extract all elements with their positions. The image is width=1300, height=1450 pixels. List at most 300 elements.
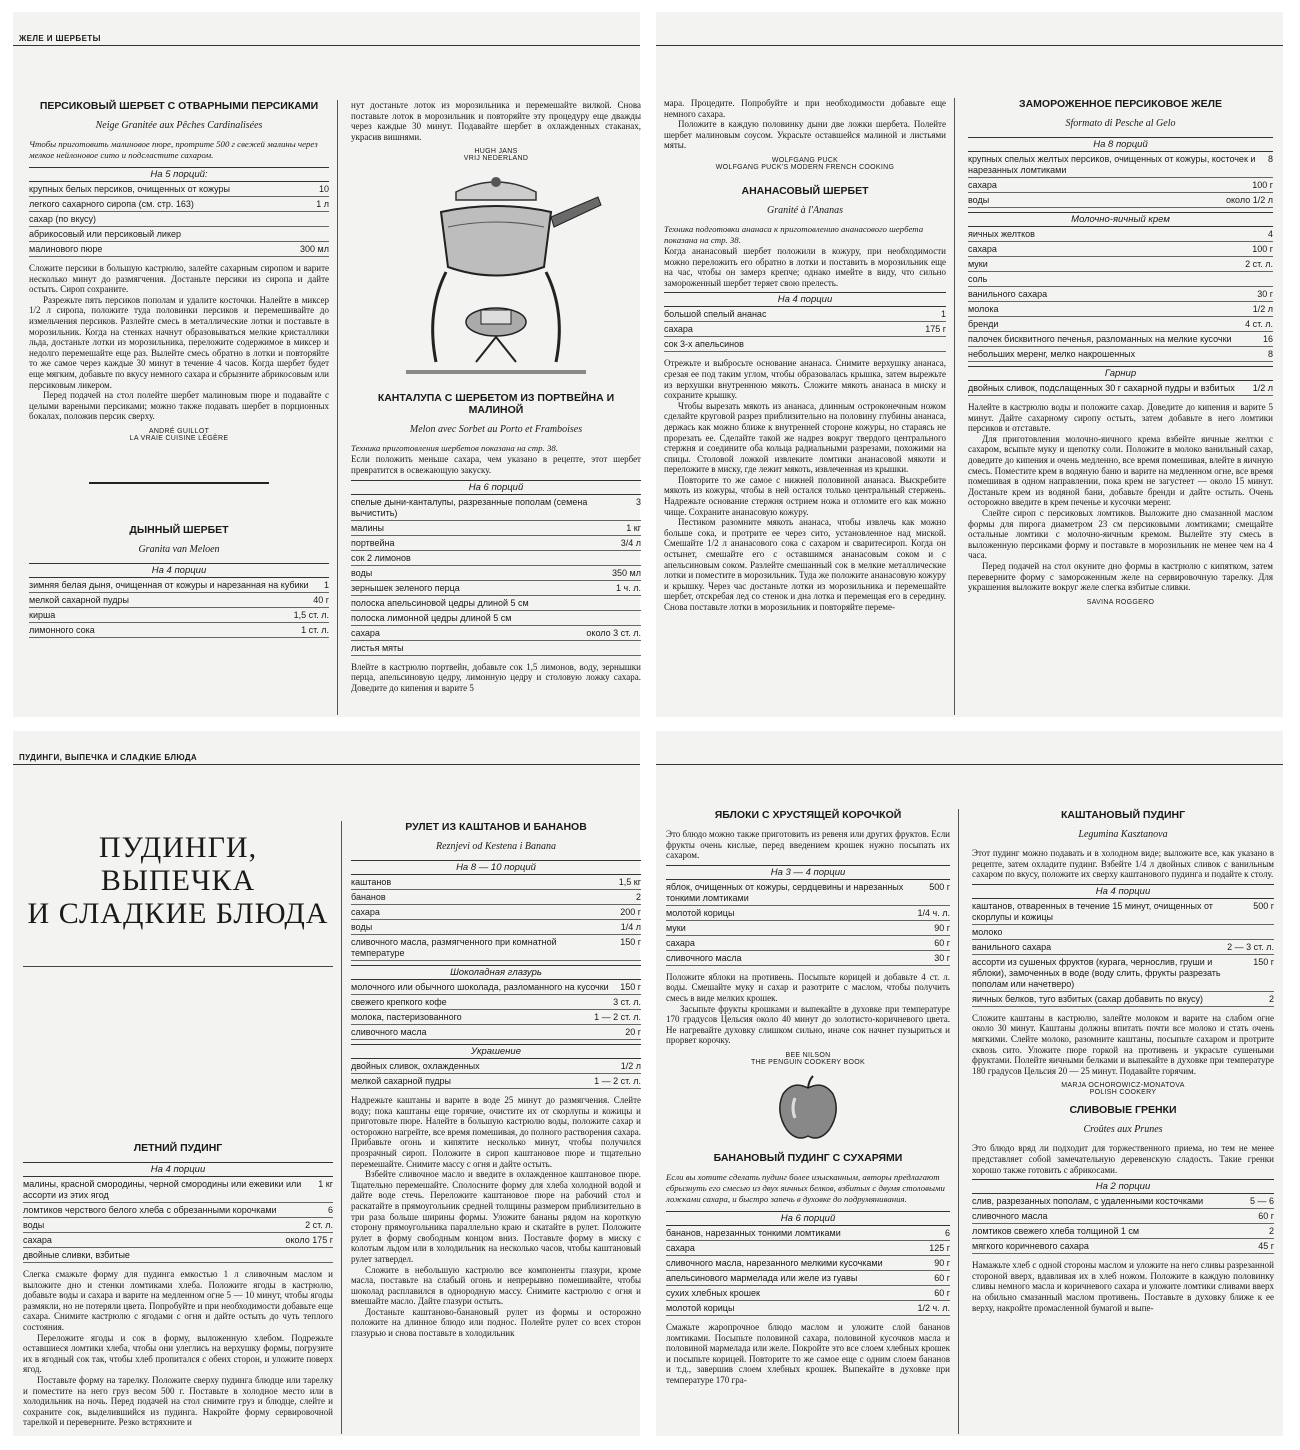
ingredient-name: сливочного масла: [351, 1027, 427, 1037]
ingredient-qty: 150 г: [620, 937, 641, 947]
ingredient-name: бренди: [968, 319, 999, 329]
recipe-title: РУЛЕТ ИЗ КАШТАНОВ И БАНАНОВ: [405, 821, 587, 833]
recipe-title: КАШТАНОВЫЙ ПУДИНГ: [1060, 809, 1186, 821]
ingredient-row: [666, 906, 950, 921]
body-text: Влейте в кастрюлю портвейн, добавьте сок 1,5 лимонов, воду, зернышки перца, апельсиновую цедру, лимонную цедру и столовую ложку сахара. Доведите до кипения и варите 5: [351, 661, 641, 693]
ingredient-qty: [325, 1250, 333, 1261]
recipe-title: ЯБЛОКИ С ХРУСТЯЩЕЙ КОРОЧКОЙ: [714, 809, 902, 821]
ingredient-row: [968, 381, 1273, 396]
ingredient-row: [666, 1226, 950, 1241]
ingredient-list: [968, 227, 1273, 362]
ingredient-qty: 60 г: [934, 1272, 950, 1283]
body-text: Перед подачей на стол полейте шербет малиновым пюре и подавайте с целыми вареными персиками; можно также подавать шербет в порционных бокалах, положив персик сверху.: [29, 390, 329, 422]
body-text: Сложите в небольшую кастрюлю все компоненты глазури, кроме масла, поставьте на слабый огонь и непрерывно помешивайте, чтобы шоколад расплавился в однородную массу. Снимите кастрюлю с огня и вмешайте масло. Дайте глазури остыть.: [351, 1264, 641, 1307]
ingredient-qty: 16: [1262, 334, 1273, 344]
credit-author: HUGH JANS: [474, 148, 518, 156]
ingredient-name: мелкой сахарной пудры: [351, 1076, 451, 1086]
apple-icon: [773, 1074, 843, 1144]
recipe-subtitle: Reznjevi od Kestena i Banana: [436, 841, 556, 852]
ingredient-list: [351, 495, 641, 656]
ingredient-name: сахара: [351, 627, 380, 638]
ingredient-name: полоска апельсиновой цедры длиной 5 см: [351, 597, 529, 608]
ingredient-qty: 2 — 3 ст. л.: [1227, 941, 1274, 952]
left-column: [664, 98, 946, 715]
recipe-title: ЗАМОРОЖЕННОЕ ПЕРСИКОВОЕ ЖЕЛЕ: [1019, 98, 1222, 110]
ingredient-qty: около 3 ст. л.: [586, 627, 641, 638]
ingredient-row: [666, 936, 950, 951]
ingredient-name: бананов: [351, 892, 386, 902]
ingredient-row: [666, 951, 950, 966]
ingredient-qty: [321, 214, 329, 225]
ingredient-name: крупных спелых желтых персиков, очищенных от кожуры, косточек и нарезанных ломтиками: [968, 154, 1256, 175]
ingredient-row: [968, 178, 1273, 193]
body-text: Пестиком разомните мякоть ананаса, чтобы извлечь как можно больше сока, и протрите ее через сито, установленное над миской. Смешайте 1/2 л ананасового сока с сахаром и сваритесироп. Когда он остынет, смешайте его с оставшимся ананасовым соком и с апельсиновым соком. Разлейте смешанный сок в мелкие металлические лотки и поместите в морозильник. Туда же положите ананасовую кожуру и крышку. Через час достаньте лотки из морозильника и перемешайте шербет, отскребая лед со стенок и дна лотка и перемещая его в середину. Снова поставьте лотки в морозильник и повторяйте переме-: [664, 517, 946, 612]
recipe-subtitle: Granité à l'Ananas: [766, 204, 844, 216]
spacer: [23, 967, 333, 1142]
ingredient-qty: 90 г: [934, 1257, 950, 1268]
ingredient-row: [351, 641, 641, 656]
page-jelly-sherbets: [13, 12, 640, 717]
recipe-intro: Это блюдо можно также приготовить из ревеня или других фруктов. Если фрукты очень кислые, перед введением крошек нужно посыпать их сахаром.: [666, 829, 950, 861]
ingredient-row: [29, 593, 329, 608]
recipe-intro: Если вы хотите сделать пудинг более изысканным, авторы предлагают сбрызнуть его смесью из двух яичных белков, взбитых с двумя столовыми ложками сахара, и быстро запечь в духовке до подрумянивания.: [666, 1171, 945, 1204]
page-puddings: [13, 731, 640, 1436]
recipe-title: СЛИВОВЫЕ ГРЕНКИ: [1069, 1104, 1177, 1117]
ingredient-name: двойные сливки, взбитые: [23, 1250, 130, 1260]
credit-author: SAVINA ROGGERO: [1086, 598, 1155, 606]
chafing-dish-icon: [386, 172, 606, 382]
ingredient-qty: 300 мл: [300, 244, 329, 254]
ingredient-qty: 45 г: [1258, 1241, 1274, 1252]
header-rule: [13, 764, 640, 765]
ingredient-qty: [633, 598, 641, 609]
ingredient-name: кирша: [29, 609, 56, 620]
ingredient-row: [351, 1010, 641, 1025]
ingredient-qty: 4: [1267, 229, 1273, 239]
ingredient-qty: 8: [1267, 349, 1273, 359]
ingredient-list: [666, 880, 950, 966]
ingredient-qty: 1: [323, 579, 329, 590]
ingredient-name: двойных сливок, охлажденных: [351, 1061, 480, 1071]
body-text: Слейте сироп с персиковых ломтиков. Выложите дно смазанной маслом формы для пирога диаметром 23 см персиковыми ломтиками; смещайте остальные ломтики с молочно-яичным кремом. Вылейте эту смесь в выложенную персиками форму и поставьте в морозильник не менее чем на 4 часа.: [968, 507, 1273, 561]
ingredient-row: [351, 551, 641, 566]
ingredient-row: [351, 980, 641, 995]
ingredient-name: воды: [351, 567, 373, 578]
chapter-title: [23, 831, 333, 930]
servings: На 8 — 10 порций: [351, 860, 641, 875]
ingredient-row: [351, 890, 641, 905]
ingredient-row: [972, 1194, 1274, 1209]
recipe-intro: Это блюдо вряд ли подходит для торжественного приема, но тем не менее представляет собой замечательную деревенскую сладость. Такие гренки хорошо также готовить с абрикосами.: [972, 1143, 1274, 1175]
ingredient-qty: [938, 339, 946, 350]
ingredient-row: [351, 935, 641, 961]
recipe-title: БАНАНОВЫЙ ПУДИНГ С СУХАРЯМИ: [713, 1151, 903, 1164]
ingredient-name: муки: [666, 922, 686, 933]
right-column: [351, 821, 641, 1434]
servings: На 3 — 4 порции: [666, 865, 950, 880]
ingredient-row: [23, 1177, 333, 1203]
ingredient-qty: 60 г: [1258, 1211, 1274, 1222]
ingredient-qty: 20 г: [625, 1027, 641, 1037]
ingredient-row: [664, 322, 946, 337]
ingredient-qty: [1265, 274, 1273, 285]
ingredient-row: [29, 578, 329, 593]
ingredient-name: соль: [968, 274, 988, 284]
ingredient-name: бананов, нарезанных тонкими ломтиками: [666, 1227, 841, 1238]
servings: На 4 порции: [29, 563, 329, 578]
ingredient-row: [664, 337, 946, 352]
ingredient-row: [972, 940, 1274, 955]
recipe-intro: Техника подготовки ананаса к приготовлению ананасового шербета показана на стр. 38.: [664, 223, 924, 245]
ingredient-qty: [1266, 927, 1274, 938]
ingredient-row: [968, 272, 1273, 287]
ingredient-row: [351, 1059, 641, 1074]
ingredient-name: спелые дыни-канталупы, разрезанные пополам (семена вычистить): [351, 496, 588, 518]
recipe-subtitle: Granita van Meloen: [138, 543, 220, 555]
ingredient-qty: 30 г: [934, 952, 950, 963]
ingredient-name: яичных желтков: [968, 229, 1035, 239]
section-heading: Шоколадная глазурь: [351, 965, 641, 980]
ingredient-qty: 100 г: [1252, 180, 1273, 190]
body-text: Чтобы вырезать мякоть из ананаса, длинным остроконечным ножом сделайте круговой разрез приблизительно на половину глубины ананаса, держась как можно ближе к внутренней стороне кожуры, но стараясь не прорезать ее. Сделайте такой же надрез вокруг твердого центрального стержня и соедините оба кольца радиальными разрезами, похожими на спицы. Столовой ложкой извлеките ломтики ананасовой мякоти и переложите в миску, где лежит мякоть, извлеченная из крышки.: [664, 400, 946, 475]
column-rule: [954, 98, 955, 715]
ingredient-row: [972, 1224, 1274, 1239]
ingredient-name: малинового пюре: [29, 244, 103, 254]
ingredient-name: сахара: [666, 1242, 695, 1253]
ingredient-row: [29, 242, 329, 257]
ingredient-name: апельсинового мармелада или желе из гуавы: [666, 1272, 858, 1283]
ingredient-qty: [321, 229, 329, 240]
recipe-subtitle: Croûtes aux Prunes: [1083, 1124, 1163, 1136]
servings: На 5 порций:: [29, 167, 329, 182]
ingredient-name: сливочного масла: [972, 1211, 1048, 1222]
ingredient-row: [968, 347, 1273, 362]
body-text: Повторите то же самое с нижней половиной ананаса. Выскребите мякоть из кожуры, чтобы в ней остался только центральный стержень. Надрежьте основание стержня острием ножа и отломите его как можно чище. Сохраните ананасовую кожуру.: [664, 474, 946, 517]
ingredient-row: [29, 608, 329, 623]
ingredient-list: [972, 1194, 1274, 1254]
ingredient-name: мягкого коричневого сахара: [972, 1241, 1089, 1252]
ingredient-name: зимняя белая дыня, очищенная от кожуры и нарезанная на кубики: [29, 579, 309, 590]
ingredient-qty: 2: [1268, 1226, 1274, 1237]
body-text: Для приготовления молочно-яичного крема взбейте яичные желтки с сахаром, всыпьте муку и щепотку соли. Положите в молоко ванильный сахар, доведите до кипения и очень медленно, все время помешивая, влейте в яичную смесь. Поместите крем в водяную баню и варите на медленном огне, все время помешивая в одном направлении, пока крем не загустеет — около 15 минут. Достаньте крем из водяной бани, добавьте бренди и дайте остыть. Очень осторожно введите в крем печенье и кусочки меренг.: [968, 433, 1273, 508]
ingredient-qty: 3/4 л: [620, 537, 641, 548]
ingredient-row: [968, 193, 1273, 208]
body-text: Взбейте сливочное масло и введите в охлажденное каштановое пюре. Тщательно перемешайте. Сполосните форму для хлеба холодной водой и дайте воде стечь. Переложите каштановое пюре на рабочий стол и раскатайте в прямоугольник средней толщины размером приблизительно в три раза больше ширины формы. Уложите бананы рядом на короткую сторону прямоугольника параллельно краю и скатайте в рулет. Положите рулет в форму свободным концом вниз. Поставьте форму в миску с колотым льдом или в холодильник на несколько часов, чтобы каштановый рулет затвердел.: [351, 1169, 641, 1264]
ingredient-row: [666, 1271, 950, 1286]
ingredient-qty: [633, 613, 641, 624]
ingredient-qty: 1/2 л: [1252, 304, 1273, 314]
ingredient-name: молока, пастеризованного: [351, 1012, 462, 1022]
ingredient-qty: 500 г: [1253, 900, 1274, 911]
ingredient-qty: 1/2 ч. л.: [917, 1302, 950, 1313]
ingredient-qty: 100 г: [1252, 244, 1273, 254]
ingredient-qty: 90 г: [934, 922, 950, 933]
ingredient-row: [968, 242, 1273, 257]
column-rule: [337, 100, 338, 715]
ingredient-name: лимонного сока: [29, 624, 95, 635]
ingredient-name: ванильного сахара: [972, 941, 1052, 952]
ingredient-name: сухих хлебных крошек: [666, 1287, 760, 1298]
ingredient-list: [23, 1177, 333, 1263]
ingredient-row: [351, 626, 641, 641]
ingredient-name: сахара: [664, 324, 693, 335]
ingredient-qty: 8: [1267, 154, 1273, 164]
body-text: Отрежьте и выбросьте основание ананаса. Снимите верхушку ананаса, срезая ее под таким углом, чтобы образовалась крышка, затем вырежьте из верхушки внутреннюю мякоть. Сложите мякоть ананаса в миску и сохраните крышку.: [664, 358, 946, 401]
ingredient-name: листья мяты: [351, 642, 404, 653]
body-text: Переложите ягоды и сок в форму, выложенную хлебом. Подрежьте оставшиеся ломтики хлеба, чтобы они улеглись на верхушку формы, погрузите их в ягодный сок так, чтобы хлеб пропитался с обеих сторон, и уложите поверх ягод.: [23, 1332, 333, 1375]
ingredient-qty: 1 — 2 ст. л.: [594, 1076, 641, 1086]
header-rule: [656, 764, 1283, 765]
ingredient-qty: 1: [940, 309, 946, 320]
ingredient-row: [968, 317, 1273, 332]
credit-source: VRIJ NEDERLAND: [463, 155, 529, 163]
ingredient-name: сливочного масла, нарезанного мелкими кусочками: [666, 1257, 883, 1268]
ingredient-row: [351, 495, 641, 521]
ingredient-qty: 1/4 ч. л.: [917, 907, 950, 918]
apple-illustration: [666, 1074, 950, 1144]
ingredient-name: каштанов: [351, 877, 392, 887]
body-text: Налейте в кастрюлю воды и положите сахар. Доведите до кипения и варите 5 минут. Дайте сахарному сиропу остыть, затем добавьте в него ломтики персиков и отставьте.: [968, 402, 1273, 434]
chapter-title-line: И СЛАДКИЕ БЛЮДА: [27, 897, 329, 930]
ingredient-qty: 6: [327, 1205, 333, 1215]
running-head: ЖЕЛЕ И ШЕРБЕТЫ: [19, 34, 101, 43]
ingredient-row: [351, 596, 641, 611]
header-rule: [656, 45, 1283, 46]
ingredient-name: воды: [23, 1220, 45, 1230]
ingredient-name: сахара: [968, 244, 997, 254]
ingredient-qty: 200 г: [620, 907, 641, 917]
ingredient-name: воды: [351, 922, 373, 932]
ingredient-name: молотой корицы: [666, 907, 735, 918]
ingredient-qty: 1/4 л: [620, 922, 641, 932]
recipe-intro: Техника приготовления шербетов показана на стр. 38.: [351, 443, 558, 454]
credit-author: WOLFGANG PUCK: [771, 156, 839, 164]
ingredient-name: большой спелый ананас: [664, 309, 767, 320]
section-heading: Молочно-яичный крем: [968, 212, 1273, 227]
ingredient-name: сахара: [23, 1235, 52, 1245]
ingredient-qty: 3 ст. л.: [613, 997, 641, 1007]
body-text: Положите в каждую половинку дыни две ложки шербета. Полейте шербет малиновым соусом. Украсьте оставшейся малиной и листьями мяты.: [664, 119, 946, 151]
ingredient-row: [23, 1248, 333, 1263]
ingredient-name: воды: [968, 195, 990, 205]
ingredient-row: [666, 1241, 950, 1256]
recipe-intro: Этот пудинг можно подавать и в холодном виде; выложите все, как указано в рецепте, затем охладите пудинг. Взбейте 1/4 л двойных сливок с ванильным сахаром по вкусу, положите их сверху каштанового пудинга и подайте к столу.: [972, 848, 1274, 880]
ingredient-list: [972, 899, 1274, 1007]
body-text: Засыпьте фрукты крошками и выпекайте в духовке при температуре 170 градусов Цельсия около 40 минут до золотисто-коричневого цвета. Не нагревайте духовку слишком сильно, иначе сок начнет пузыриться и прорвет корочку.: [666, 1003, 950, 1046]
ingredient-qty: 150 г: [620, 982, 641, 992]
ingredient-list: [666, 1226, 950, 1316]
ingredient-name: полоска лимонной цедры длиной 5 см: [351, 612, 512, 623]
ingredient-name: сахара: [351, 907, 380, 917]
ingredient-row: [351, 611, 641, 626]
ingredient-row: [666, 1256, 950, 1271]
ingredient-name: сахар (по вкусу): [29, 214, 97, 224]
ingredient-name: сахара: [968, 180, 997, 190]
ingredient-row: [351, 905, 641, 920]
ingredient-qty: 40 г: [313, 594, 329, 605]
ingredient-list: [29, 182, 329, 257]
ingredient-row: [968, 227, 1273, 242]
ingredient-qty: 1 кг: [318, 1179, 333, 1189]
body-text: Поставьте форму на тарелку. Положите сверху пудинга блюдце или тарелку и поместите на него груз весом 500 г. Поставьте в холодное место или в холодильник на ночь. Перед подачей на стол снимите груз и блюдце, слейте и сохраните сок, выделившийся из пудинга. Накройте форму сервировочной тарелкой и переверните. Резко встряхните и: [23, 1374, 333, 1428]
ingredient-row: [968, 287, 1273, 302]
ingredient-qty: 2 ст. л.: [305, 1220, 333, 1230]
ingredient-row: [351, 920, 641, 935]
recipe-title: АНАНАСОВЫЙ ШЕРБЕТ: [741, 184, 869, 197]
ingredient-row: [972, 899, 1274, 925]
ingredient-name: муки: [968, 259, 988, 269]
ingredient-name: ломтиков черствого белого хлеба с обрезанными корочками: [23, 1205, 277, 1215]
ingredient-name: ассорти из сушеных фруктов (курага, чернослив, груши и яблоки), замоченных в воде (воду слить, фрукты разрезать пополам или начетверо): [972, 956, 1221, 989]
recipe-subtitle: Sformato di Pesche al Gelo: [1065, 118, 1176, 129]
ingredient-name: зернышек зеленого перца: [351, 582, 460, 593]
ingredient-row: [351, 581, 641, 596]
credit-author: ANDRÉ GUILLOT: [148, 427, 210, 435]
ingredient-qty: 1 л: [316, 199, 329, 209]
body-text: Перед подачей на стол окуните дно формы в кастрюлю с кипятком, затем переверните форму с замороженным желе на сервировочную тарелку. Для украшения выложите вокруг желе слегка взбитые сливки.: [968, 560, 1273, 593]
ingredient-list: [968, 381, 1273, 396]
recipe-title: ДЫННЫЙ ШЕРБЕТ: [129, 523, 229, 536]
running-head: ПУДИНГИ, ВЫПЕЧКА И СЛАДКИЕ БЛЮДА: [19, 753, 198, 762]
ingredient-qty: 60 г: [934, 1287, 950, 1298]
ingredient-qty: 30 г: [1257, 289, 1273, 299]
right-column: [351, 100, 641, 715]
body-text: Положите яблоки на противень. Посыпьте корицей и добавьте 4 ст. л. воды. Смешайте муку и сахар и разотрите с маслом, чтобы получить смесь в виде мелких крошек.: [666, 971, 950, 1003]
ingredient-row: [29, 623, 329, 638]
ingredient-qty: 3: [635, 496, 641, 507]
credit-author: BEE NILSON: [785, 1051, 831, 1059]
ingredient-name: молотой корицы: [666, 1302, 735, 1313]
ingredient-row: [968, 152, 1273, 178]
ingredient-row: [666, 1286, 950, 1301]
ingredient-name: легкого сахарного сиропа (см. стр. 163): [29, 199, 194, 209]
ingredient-row: [666, 921, 950, 936]
chapter-title-line: ПУДИНГИ, ВЫПЕЧКА: [98, 831, 258, 897]
ingredient-list: [664, 307, 946, 352]
ingredient-list: [351, 1059, 641, 1089]
servings: На 6 порций: [351, 480, 641, 495]
ingredient-name: яичных белков, туго взбитых (сахар добавить по вкусу): [972, 993, 1203, 1004]
recipe-title: ЛЕТНИЙ ПУДИНГ: [133, 1142, 223, 1154]
servings: На 4 порции: [664, 292, 946, 307]
ingredient-name: сахара: [666, 937, 695, 948]
ingredient-list: [29, 578, 329, 638]
ingredient-qty: 1 кг: [626, 522, 641, 533]
left-column: [29, 100, 329, 715]
ingredient-row: [23, 1203, 333, 1218]
body-text: Сложите каштаны в кастрюлю, залейте молоком и варите на слабом огне около 30 минут. Каштаны должны впитать почти все молоко и стать очень мягкими. Слейте молоко, разомните каштаны, посыпьте сахаром и протрите сквозь сито. Уложите пюре горкой на противень и украсьте сушеными фруктами. Полейте яичными белками и выпекайте в духовке при температуре 180 градусов Цельсия 20 — 25 минут. Подавайте горячим.: [972, 1012, 1274, 1076]
recipe-title: ПЕРСИКОВЫЙ ШЕРБЕТ С ОТВАРНЫМИ ПЕРСИКАМИ: [39, 100, 319, 112]
credit-source: WOLFGANG PUCK'S MODERN FRENCH COOKING: [715, 163, 895, 171]
ingredient-row: [972, 992, 1274, 1007]
ingredient-qty: 6: [944, 1227, 950, 1238]
ingredient-row: [664, 307, 946, 322]
ingredient-row: [29, 182, 329, 197]
ingredient-qty: 5 — 6: [1249, 1196, 1274, 1207]
ingredient-name: сок 3-х апельсинов: [664, 339, 744, 350]
ingredient-name: молоко: [972, 926, 1003, 937]
ingredient-row: [968, 332, 1273, 347]
ingredient-name: яблок, очищенных от кожуры, сердцевины и нарезанных тонкими ломтиками: [666, 881, 904, 903]
servings: На 4 порции: [23, 1162, 333, 1177]
ingredient-row: [29, 197, 329, 212]
credit-source: LA VRAIE CUISINE LÉGÈRE: [129, 434, 229, 442]
body-text: Если положить меньше сахара, чем указано в рецепте, этот шербет превратится в освежающую закуску.: [351, 454, 641, 475]
recipe-title: КАНТАЛУПА С ШЕРБЕТОМ ИЗ ПОРТВЕЙНА И МАЛИНОЙ: [377, 392, 615, 417]
ingredient-name: абрикосовый или персиковый ликер: [29, 229, 181, 239]
right-column: [968, 98, 1273, 715]
ingredient-list: [351, 980, 641, 1040]
recipe-subtitle: Melon avec Sorbet au Porto et Framboises: [409, 424, 583, 436]
body-text: нут достаньте лоток из морозильника и перемешайте вилкой. Снова поставьте лоток в морозильник и повторяйте эту процедуру еще дважды через каждые 30 минут. Подавайте шербет в охлажденных стаканах, украсив вишнями.: [351, 100, 641, 142]
ingredient-name: ломтиков свежего хлеба толщиной 1 см: [972, 1226, 1140, 1237]
ingredient-row: [666, 1301, 950, 1316]
ingredient-row: [968, 302, 1273, 317]
ingredient-name: портвейна: [351, 537, 395, 548]
section-heading: Украшение: [351, 1044, 641, 1059]
chafing-dish-illustration: [351, 162, 641, 392]
ingredient-name: ванильного сахара: [968, 289, 1048, 299]
section-heading: Гарнир: [968, 366, 1273, 381]
ingredient-qty: 125 г: [929, 1242, 950, 1253]
ingredient-row: [972, 925, 1274, 940]
ingredient-row: [351, 875, 641, 890]
servings: На 2 порции: [972, 1179, 1274, 1194]
left-column: [23, 771, 333, 1434]
ingredient-row: [351, 1025, 641, 1040]
ingredient-row: [351, 521, 641, 536]
ingredient-qty: 350 мл: [612, 567, 641, 578]
body-text: Когда ананасовый шербет положили в кожуру, при необходимости можно переложить его обратно в лотки и поставить в морозильник еще на час, чтобы он замерз крепче; однако имейте в виду, что сильно замороженный шербет теряет свою прелесть.: [664, 245, 946, 288]
body-text: мара. Процедите. Попробуйте и при необходимости добавьте еще немного сахара.: [664, 98, 946, 119]
left-column: [666, 809, 950, 1434]
ingredient-qty: 2: [1268, 993, 1274, 1004]
servings: На 4 порции: [972, 884, 1274, 899]
column-rule: [958, 809, 959, 1434]
ingredient-qty: [633, 553, 641, 564]
ingredient-list: [968, 152, 1273, 208]
header-rule: [13, 45, 640, 46]
divider-ornament: [89, 482, 269, 484]
ingredient-row: [968, 257, 1273, 272]
ingredient-name: каштанов, отваренных в течение 15 минут, очищенных от скорлупы и кожицы: [972, 900, 1213, 922]
page-sherbets-continued: [656, 12, 1283, 717]
servings: На 8 порций: [968, 137, 1273, 152]
ingredient-row: [351, 536, 641, 551]
ingredient-row: [29, 212, 329, 227]
ingredient-qty: 10: [318, 184, 329, 194]
credit-source: THE PENGUIN COOKERY BOOK: [751, 1058, 865, 1066]
ingredient-name: крупных белых персиков, очищенных от кожуры: [29, 184, 230, 194]
ingredient-row: [666, 880, 950, 906]
credit-author: MARJA OCHOROWICZ-MONATOVA: [1061, 1082, 1185, 1090]
body-text: Сложите персики в большую кастрюлю, залейте сахарным сиропом и варите несколько минут до размягчения. Достаньте персики из сиропа и дайте остыть. Сироп сохраните.: [29, 263, 329, 295]
ingredient-row: [972, 1209, 1274, 1224]
body-text: Намажьте хлеб с одной стороны маслом и уложите на него сливы разрезанной стороной вверх, вдавливая их в хлеб ножом. Положите в каждую половинку сливы немного масла и коричневого сахара и уложите ломтики сливами вверх на обильно смазанный маслом противень. Поставьте в духовку ближе к ее верху, накройте промасленной бумагой и выпе-: [972, 1260, 1274, 1313]
recipe-intro: Чтобы приготовить малиновое пюре, протрите 500 г свежей малины через мелкое нейлоновое сито и подсластите сахаром.: [29, 139, 318, 160]
ingredient-row: [351, 995, 641, 1010]
ingredient-name: сливочного масла: [666, 952, 742, 963]
ingredient-row: [351, 566, 641, 581]
ingredient-name: мелкой сахарной пудры: [29, 594, 129, 605]
ingredient-name: двойных сливок, подслащенных 30 г сахарной пудры и взбитых: [968, 383, 1235, 393]
ingredient-qty: 2 ст. л.: [1245, 259, 1273, 269]
ingredient-row: [29, 227, 329, 242]
ingredient-qty: 1/2 л: [620, 1061, 641, 1071]
ingredient-qty: 500 г: [929, 881, 950, 892]
ingredient-name: свежего крепкого кофе: [351, 997, 447, 1007]
ingredient-qty: 1 ч. л.: [616, 582, 641, 593]
